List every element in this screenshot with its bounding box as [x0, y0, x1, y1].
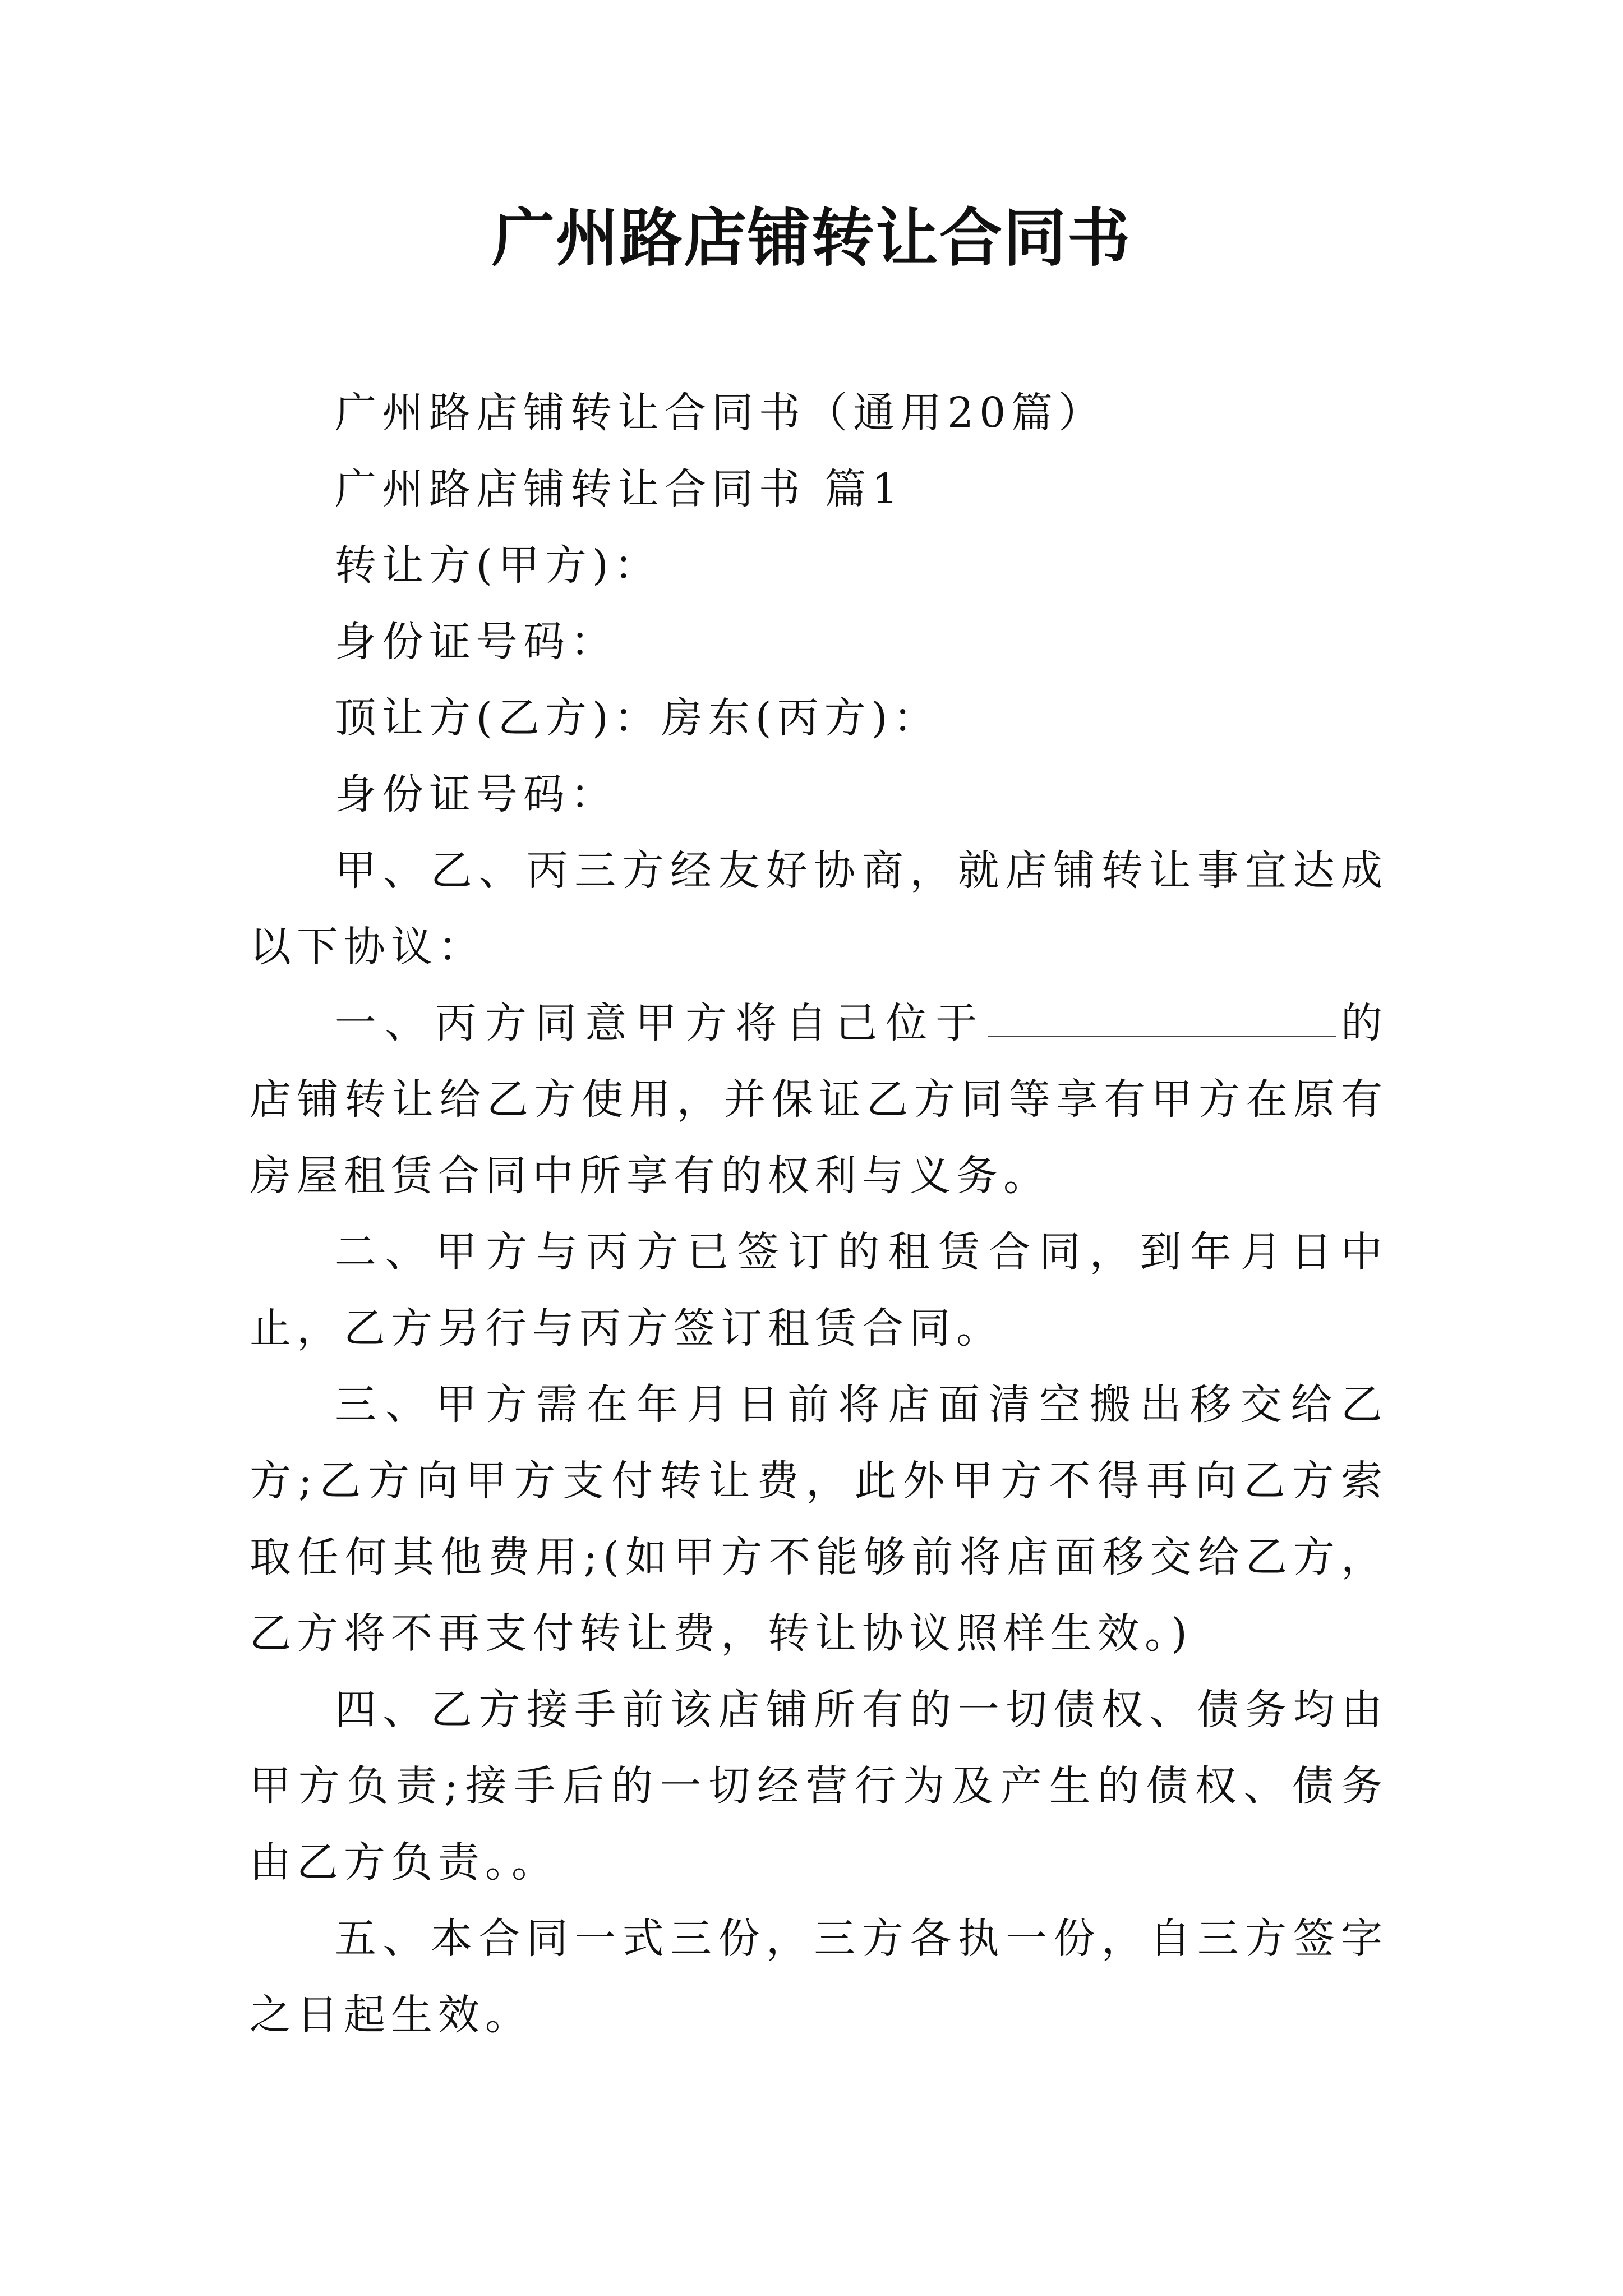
- intro-paragraph: 甲、乙、丙三方经友好协商，就店铺转让事宜达成以下协议：: [250, 846, 1388, 971]
- transferor-line: 转让方(甲方)：: [335, 541, 661, 590]
- address-blank: [988, 1002, 1336, 1037]
- document-body: [250, 375, 1388, 2053]
- clause-3: 三、甲方需在年月日前将店面清空搬出移交给乙方;乙方向甲方支付转让费，此外甲方不得再向乙方索取任何其他费用;(如甲方不能够前将店面移交给乙方，乙方将不再支付转让费，转让协议照样生效。): [250, 1381, 1388, 1658]
- clause-1: [250, 985, 1388, 1214]
- clause-1-part-a: 一、丙方同意甲方将自己位于: [335, 999, 986, 1047]
- id-number-line-1: 身份证号码：: [335, 618, 617, 666]
- clause-4: 四、乙方接手前该店铺所有的一切债权、债务均由甲方负责;接手后的一切经营行为及产生的债权、债务由乙方负责。。: [250, 1686, 1388, 1887]
- clause-1-part-b: 的店铺转让给乙方使用，并保证乙方同等享有甲方在原有房屋租赁合同中所享有的权利与义务。: [250, 999, 1389, 1200]
- clause-2: 二、甲方与丙方已签订的租赁合同，到年月日中止，乙方另行与丙方签订租赁合同。: [250, 1228, 1388, 1352]
- document-title: 广州路店铺转让合同书: [492, 202, 1131, 275]
- part-heading: 广州路店铺转让合同书 篇1: [335, 465, 904, 513]
- transferee-landlord-line: 顶让方(乙方)：房东(丙方)：: [335, 694, 940, 742]
- subtitle-line: 广州路店铺转让合同书（通用20篇）: [335, 389, 1106, 437]
- id-number-line-2: 身份证号码：: [335, 770, 617, 818]
- clause-5: 五、本合同一式三份，三方各执一份，自三方签字之日起生效。: [250, 1915, 1388, 2039]
